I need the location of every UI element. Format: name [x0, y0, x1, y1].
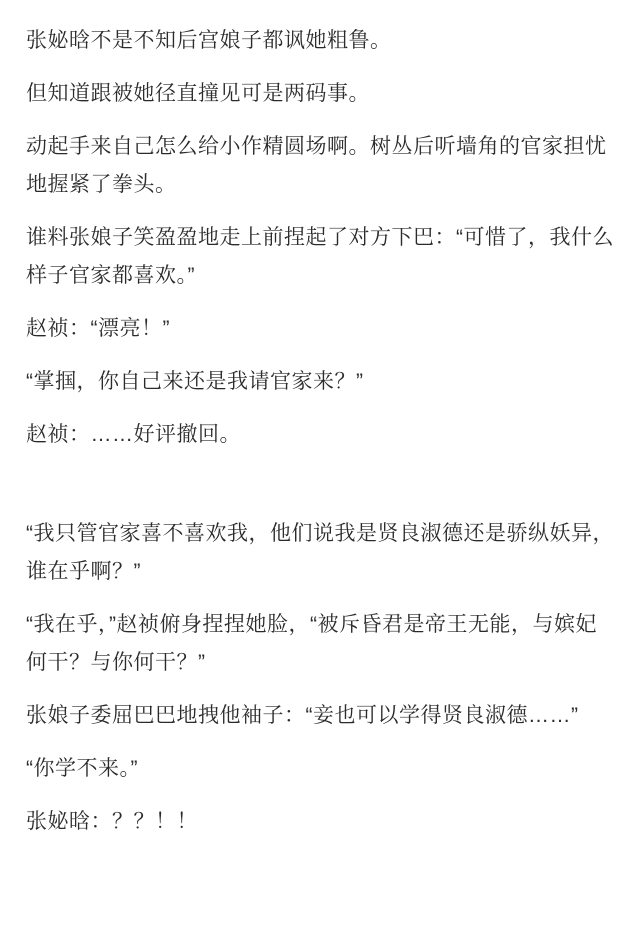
paragraph: 张娘子委屈巴巴地拽他袖子：“妾也可以学得贤良淑德……” [26, 704, 579, 727]
paragraph: “我在乎，”赵祯俯身捏捏她脸，“被斥昏君是帝王无能，与嫔妃何干？与你何干？” [26, 613, 597, 674]
section-divider [26, 469, 614, 515]
paragraph: 动起手来自己怎么给小作精圆场啊。树丛后听墙角的官家担忧地握紧了拳头。 [26, 135, 607, 196]
paragraph: 赵祯：……好评撤回。 [26, 423, 241, 446]
paragraph: “你学不来。” [26, 757, 138, 780]
paragraph: 谁料张娘子笑盈盈地走上前捏起了对方下巴：“可惜了，我什么样子官家都喜欢。” [26, 226, 614, 287]
paragraph: 但知道跟被她径直撞见可是两码事。 [26, 82, 370, 105]
paragraph: 赵祯：“漂亮！” [26, 317, 170, 340]
paragraph: “我只管官家喜不喜欢我，他们说我是贤良淑德还是骄纵妖异，谁在乎啊？” [26, 522, 614, 583]
paragraph: 张妼晗：？？！！ [26, 810, 198, 833]
paragraph: “掌掴，你自己来还是我请官家来？” [26, 370, 364, 393]
paragraph: 张妼晗不是不知后宫娘子都讽她粗鲁。 [26, 29, 392, 52]
